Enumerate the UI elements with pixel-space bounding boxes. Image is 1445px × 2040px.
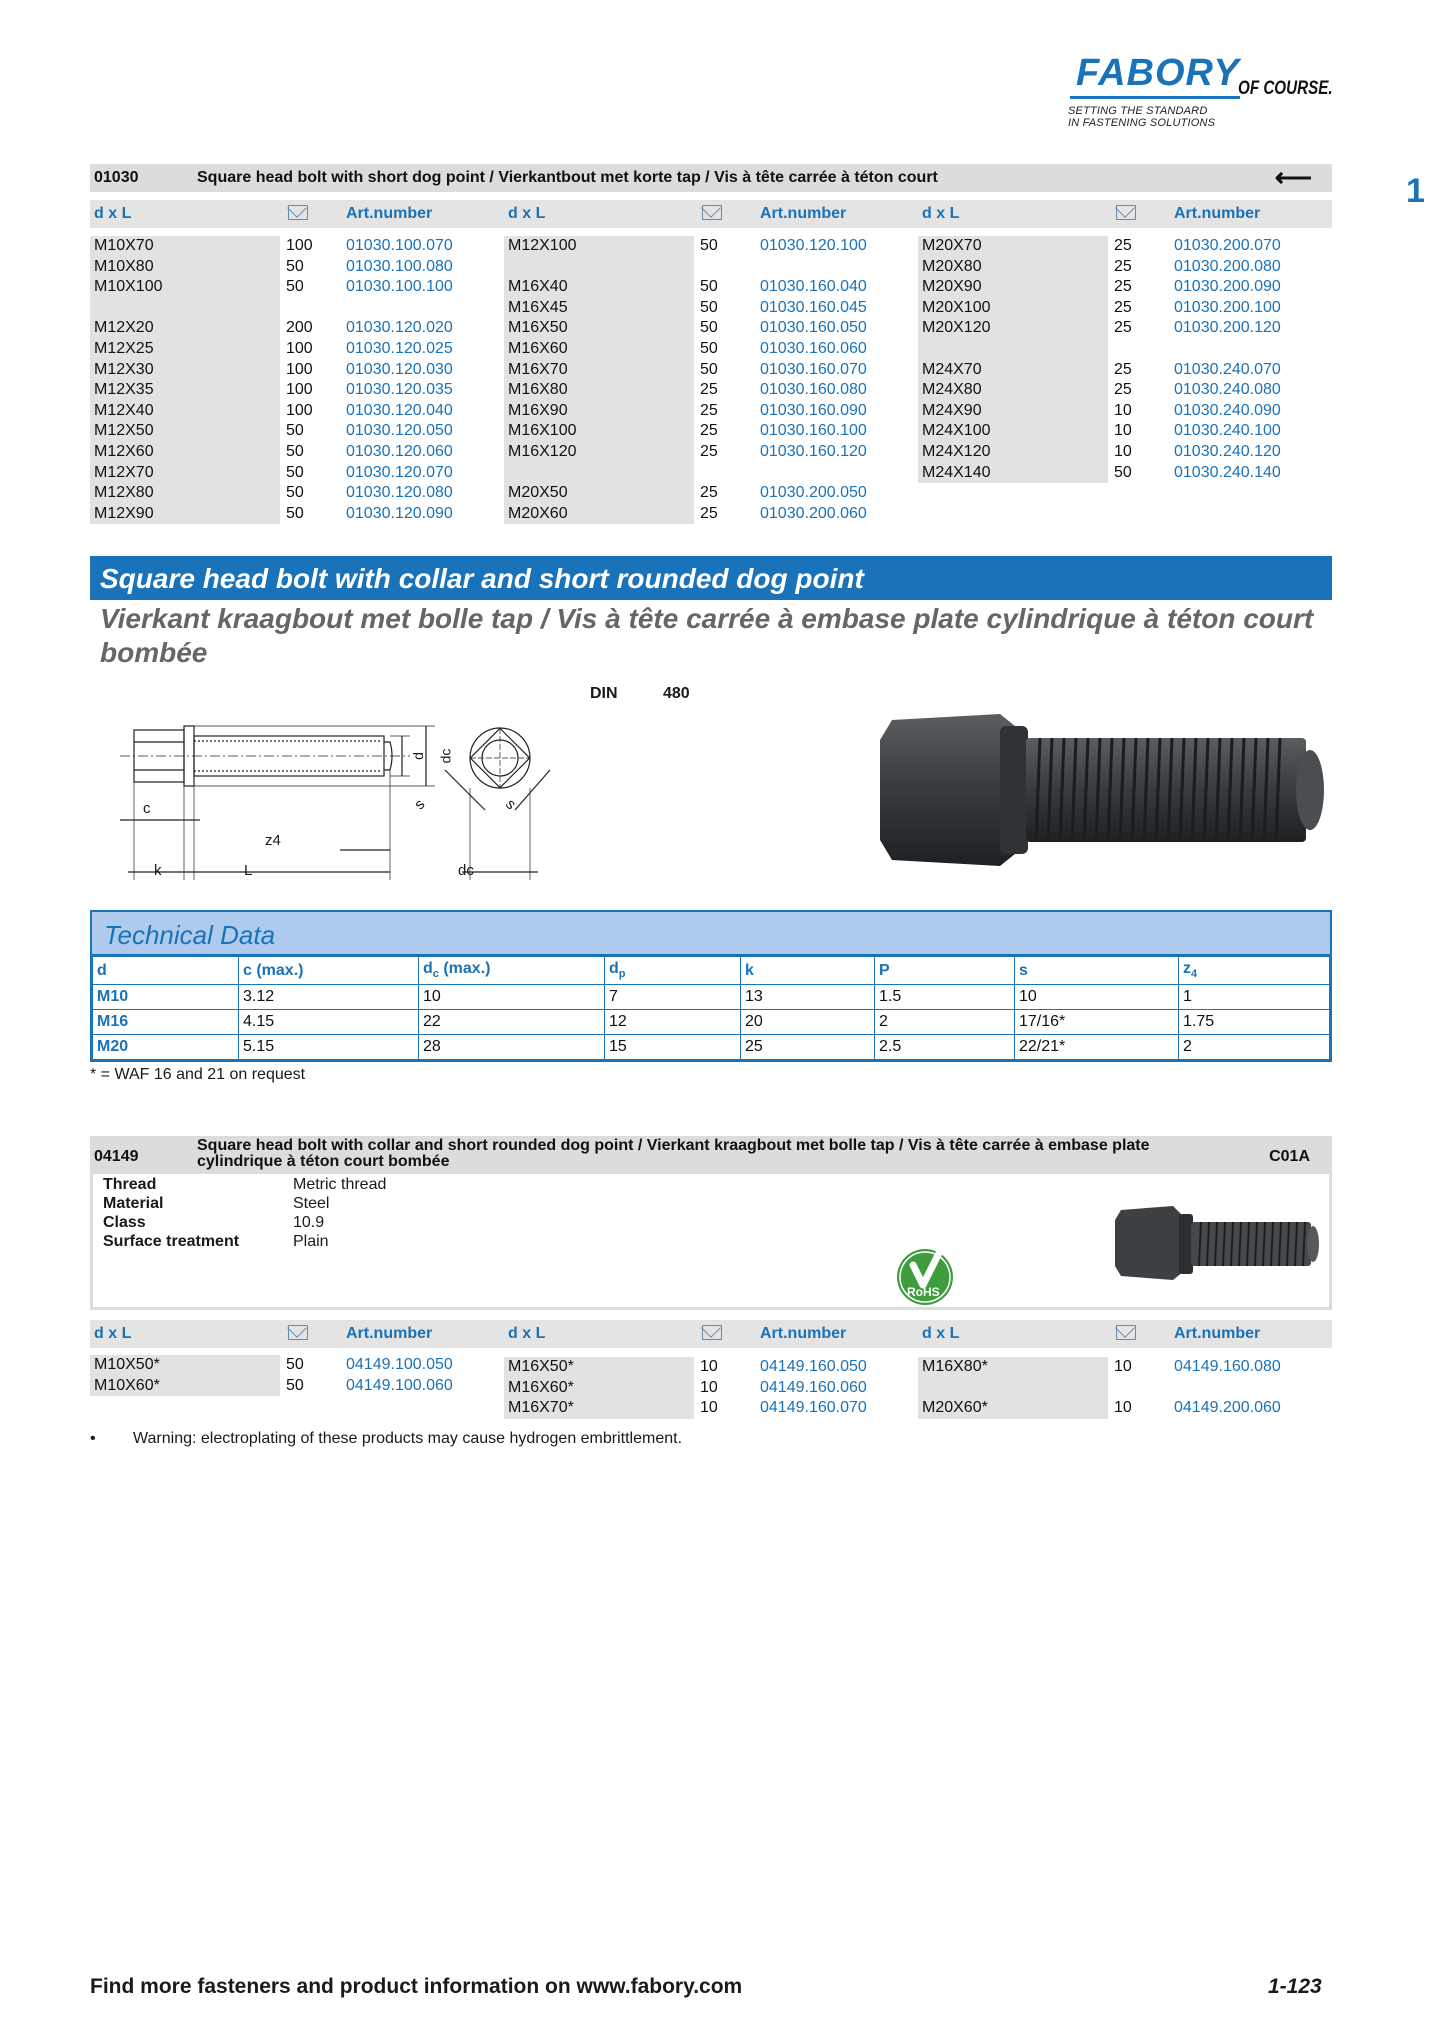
packaging-envelope-icon [288,1325,308,1340]
tech-cell: 2 [1179,1035,1330,1060]
logo-sub-line1: SETTING THE STANDARD [1068,105,1208,117]
pack-quantity: 25 [700,381,718,399]
product-code: 04149 [94,1148,139,1165]
article-number-link[interactable]: 01030.120.070 [346,463,453,481]
col-dxl-3: d x L [922,205,960,222]
tech-cell: 22/21* [1015,1035,1179,1060]
packaging-envelope-icon [702,1325,722,1340]
size-dxl: M20X90 [918,277,1108,298]
article-number-link[interactable]: 01030.200.080 [1174,257,1281,275]
din-value: 480 [663,685,690,702]
size-dxl: M20X60 [504,504,694,525]
article-number-link[interactable]: 01030.100.070 [346,237,453,254]
dim-label-c: c [143,800,151,817]
rohs-check-icon [893,1245,957,1309]
size-dxl: M20X120 [918,318,1108,339]
size-dxl: M16X80 [504,380,694,401]
pack-quantity: 25 [1114,237,1132,254]
technical-drawing [90,690,560,890]
article-number-link[interactable]: 01030.200.070 [1174,237,1281,254]
pack-quantity: 50 [286,504,304,522]
col-art-1: Art.number [346,1325,433,1342]
article-number-link[interactable]: 04149.160.050 [760,1358,867,1375]
technical-data-grid [92,956,1330,1060]
size-dxl: M16X50* [504,1357,694,1378]
column-header-row [90,200,1332,228]
tech-row [93,1035,1330,1060]
size-dxl: M16X90 [504,401,694,422]
tech-header-c: c (max.) [239,957,419,985]
article-number-link[interactable]: 01030.240.100 [1174,422,1281,440]
article-number-link[interactable]: 01030.120.090 [346,504,453,522]
pack-quantity: 25 [1114,360,1132,378]
size-dxl: M24X120 [918,442,1108,463]
packaging-envelope-icon [702,205,722,220]
pack-quantity: 50 [286,257,304,275]
page-number: 1-123 [1268,1975,1322,1998]
article-number-link[interactable]: 04149.160.060 [760,1378,867,1396]
article-number-link[interactable]: 01030.240.070 [1174,360,1281,378]
dim-label-s-right: s [502,795,520,814]
product-properties-box [90,1174,1332,1310]
size-dxl: M20X80 [918,257,1108,278]
size-dxl: M16X70* [504,1398,694,1419]
pack-quantity: 50 [700,319,718,337]
tech-cell: 4.15 [239,1010,419,1035]
pack-quantity: 10 [1114,401,1132,419]
pack-quantity: 10 [700,1399,718,1417]
article-number-link[interactable]: 01030.160.100 [760,422,867,440]
size-dxl: M16X100 [504,421,694,442]
size-dxl: M12X20 [90,318,280,339]
tech-cell: 10 [1015,985,1179,1010]
section-title: Square head bolt with collar and short rounded dog point [100,563,864,594]
size-dxl: M20X50 [504,483,694,504]
size-dxl: M16X40 [504,277,694,298]
article-number-link[interactable]: 01030.240.080 [1174,381,1281,399]
property-value: Metric thread [293,1176,387,1193]
size-dxl: M12X100 [504,236,694,257]
tech-header-d: d [93,957,239,985]
col-dxl-1: d x L [94,205,132,222]
property-key: Class [103,1214,146,1231]
tech-cell: 1.75 [1179,1010,1330,1035]
pack-quantity: 10 [1114,1358,1132,1375]
size-dxl: M16X50 [504,318,694,339]
tech-header-k: k [741,957,875,985]
article-number-link[interactable]: 01030.120.020 [346,319,453,337]
packaging-envelope-icon [288,205,308,220]
size-dxl [918,1378,1108,1399]
article-number-link[interactable]: 01030.200.100 [1174,298,1281,316]
col-art-2: Art.number [760,1325,847,1342]
size-dxl: M12X60 [90,442,280,463]
bolt-product-image [870,700,1330,875]
size-dxl: M24X90 [918,401,1108,422]
pack-quantity: 10 [700,1358,718,1375]
footnote: * = WAF 16 and 21 on request [90,1066,306,1083]
pack-quantity: 100 [286,339,313,357]
property-key: Material [103,1195,164,1212]
size-dxl: M12X80 [90,483,280,504]
size-dxl: M12X30 [90,360,280,381]
dim-label-s-left: s [411,795,429,814]
size-dxl: M20X70 [918,236,1108,257]
tech-cell: 1 [1179,985,1330,1010]
article-number-link[interactable]: 01030.120.060 [346,442,453,460]
size-dxl: M20X60* [918,1398,1108,1419]
article-number-link[interactable]: 01030.100.100 [346,278,453,296]
packaging-envelope-icon [1116,1325,1136,1340]
article-number-link[interactable]: 01030.160.040 [760,278,867,296]
article-number-link[interactable]: 01030.240.090 [1174,401,1281,419]
pack-quantity: 100 [286,360,313,378]
pack-quantity: 50 [700,278,718,296]
rohs-badge-icon [893,1245,957,1309]
size-dxl: M12X25 [90,339,280,360]
article-number-link[interactable]: 01030.120.100 [760,237,867,254]
tech-cell: 17/16* [1015,1010,1179,1035]
col-dxl-3: d x L [922,1325,960,1342]
din-label: DIN [590,685,618,702]
col-dxl-2: d x L [508,1325,546,1342]
pack-quantity: 10 [1114,1399,1132,1417]
footer-link-text[interactable]: Find more fasteners and product information on www.fabory.com [90,1975,743,1998]
article-number-link[interactable]: 01030.120.080 [346,484,453,502]
article-number-link[interactable]: 01030.120.030 [346,360,453,378]
pack-quantity: 100 [286,237,313,254]
packaging-envelope-icon [1116,205,1136,220]
property-value: Plain [293,1233,329,1250]
section-subtitle: Vierkant kraagbout met bolle tap / Vis à tête carrée à embase plate cylindrique à téton court bombée [100,603,1314,668]
dim-label-dc-bottom: dc [458,862,474,879]
size-dxl: M16X80* [918,1357,1108,1378]
logo-underline [1070,96,1240,99]
size-dxl: M10X60* [90,1376,280,1397]
product-title: Square head bolt with short dog point / Vierkantbout met korte tap / Vis à tête carrée à téton court [197,169,938,186]
article-number-link[interactable]: 01030.160.070 [760,360,867,378]
article-number-link[interactable]: 01030.100.080 [346,257,453,275]
technical-data-header [92,912,1330,956]
tech-cell: 28 [419,1035,605,1060]
size-dxl: M12X90 [90,504,280,525]
product-header-04149 [90,1136,1332,1174]
property-key: Surface treatment [103,1233,240,1250]
pack-quantity: 25 [700,442,718,460]
article-number-link[interactable]: 01030.160.045 [760,298,867,316]
size-dxl: M10X80 [90,257,280,278]
pack-quantity: 25 [700,504,718,522]
article-number-link[interactable]: 01030.240.140 [1174,463,1281,481]
property-value: Steel [293,1195,330,1212]
article-number-link[interactable]: 01030.160.050 [760,319,867,337]
pack-quantity: 10 [1114,422,1132,440]
logo-tagline: OF COURSE. [1238,78,1333,99]
tech-cell: 1.5 [875,985,1015,1010]
col-art-2: Art.number [760,205,847,222]
tech-header-s: s [1015,957,1179,985]
tech-row [93,1010,1330,1035]
pack-quantity: 50 [286,1376,304,1394]
size-dxl [504,463,694,484]
size-dxl: M16X60 [504,339,694,360]
tech-cell: 5.15 [239,1035,419,1060]
product-code: 01030 [94,169,139,186]
pack-quantity: 25 [1114,381,1132,399]
size-dxl: M12X50 [90,421,280,442]
back-arrow-icon[interactable]: ⟵ [1274,162,1312,192]
article-number-link[interactable]: 04149.100.060 [346,1376,453,1394]
size-dxl: M12X35 [90,380,280,401]
article-number-link[interactable]: 01030.160.090 [760,401,867,419]
size-dxl: M10X70 [90,236,280,257]
chapter-number: 1 [1406,172,1425,210]
technical-data-table [90,910,1332,1062]
pack-quantity: 25 [700,401,718,419]
article-number-link[interactable]: 01030.120.025 [346,339,453,357]
tech-header-dp: $d_p$ [605,957,741,985]
size-dxl: M24X140 [918,463,1108,484]
pack-quantity: 50 [286,484,304,502]
pack-quantity: 50 [286,1356,304,1373]
size-dxl: M10X100 [90,277,280,298]
tech-header-z4: $z_4$ [1179,957,1330,985]
section-title-bar [90,556,1332,600]
tech-cell: 2 [875,1010,1015,1035]
dim-label-d: d [409,752,426,760]
class-code: C01A [1269,1148,1310,1165]
rohs-label: RoHS [907,1285,940,1299]
pack-quantity: 50 [700,360,718,378]
tech-cell: 3.12 [239,985,419,1010]
size-dxl: M16X60* [504,1378,694,1399]
article-number-link[interactable]: 01030.200.090 [1174,278,1281,296]
article-number-link[interactable]: 01030.200.120 [1174,319,1281,337]
dim-label-dc: dc [437,748,454,764]
size-dxl: M16X70 [504,360,694,381]
size-dxl: M12X40 [90,401,280,422]
pack-quantity: 50 [700,298,718,316]
pack-quantity: 25 [1114,278,1132,296]
logo-word: FABORY [1076,52,1240,94]
pack-quantity: 25 [1114,319,1132,337]
size-dxl: M10X50* [90,1355,280,1376]
article-number-link[interactable]: 01030.120.040 [346,401,453,419]
technical-data-title: Technical Data [104,920,276,950]
fabory-logo [1060,52,1360,132]
size-dxl [918,339,1108,360]
article-number-link[interactable]: 01030.120.050 [346,422,453,440]
dim-label-z4: z4 [265,832,281,849]
tech-header-dc: $d_c$ (max.) [419,957,605,985]
pack-quantity: 100 [286,381,313,399]
tech-header-P: P [875,957,1015,985]
pack-quantity: 50 [1114,463,1132,481]
article-number-link[interactable]: 04149.160.070 [760,1399,867,1417]
article-number-link[interactable]: 01030.120.035 [346,381,453,399]
article-number-link[interactable]: 01030.200.050 [760,484,867,502]
tech-cell: M10 [93,985,239,1010]
pack-quantity: 25 [1114,298,1132,316]
warning-text: Warning: electroplating of these products may cause hydrogen embrittlement. [133,1430,683,1447]
tech-cell: 15 [605,1035,741,1060]
pack-quantity: 50 [286,422,304,440]
tech-cell: 22 [419,1010,605,1035]
article-number-link[interactable]: 01030.160.060 [760,339,867,357]
size-dxl [504,257,694,278]
property-value: 10.9 [293,1214,325,1231]
article-number-link[interactable]: 04149.160.080 [1174,1358,1281,1375]
col-art-3: Art.number [1174,205,1261,222]
pack-quantity: 50 [286,442,304,460]
article-number-link[interactable]: 04149.100.050 [346,1356,453,1373]
warning-bullet: • [90,1430,96,1447]
size-dxl: M24X80 [918,380,1108,401]
pack-quantity: 50 [700,237,718,254]
bolt-thumbnail-image [1113,1196,1323,1286]
size-dxl: M24X100 [918,421,1108,442]
pack-quantity: 25 [700,484,718,502]
pack-quantity: 200 [286,319,313,337]
dim-label-L: L [244,862,253,879]
pack-quantity: 25 [700,422,718,440]
col-dxl-1: d x L [94,1325,132,1342]
tech-cell: M16 [93,1010,239,1035]
pack-quantity: 50 [286,463,304,481]
tech-row [93,985,1330,1010]
tech-cell: 20 [741,1010,875,1035]
product-title: Square head bolt with collar and short rounded dog point / Vierkant kraagbout met bolle tap / Vis à tête carrée à embase plate cylindrique à téton court bombée [197,1137,1150,1170]
pack-quantity: 10 [1114,442,1132,460]
pack-quantity: 50 [700,339,718,357]
tech-cell: 25 [741,1035,875,1060]
pack-quantity: 100 [286,401,313,419]
col-art-1: Art.number [346,205,433,222]
pack-quantity: 25 [1114,257,1132,275]
size-dxl [90,298,280,319]
size-dxl: M24X70 [918,360,1108,381]
size-dxl: M12X70 [90,463,280,484]
dim-label-k: k [154,862,162,879]
tech-cell: 7 [605,985,741,1010]
article-number-link[interactable]: 01030.160.120 [760,442,867,460]
col-art-3: Art.number [1174,1325,1261,1342]
size-dxl: M16X45 [504,298,694,319]
tech-cell: 12 [605,1010,741,1035]
tech-cell: 2.5 [875,1035,1015,1060]
article-number-link[interactable]: 01030.240.120 [1174,442,1281,460]
pack-quantity: 50 [286,278,304,296]
article-number-link[interactable]: 01030.200.060 [760,504,867,522]
tech-header-row [93,957,1330,985]
pack-quantity: 10 [700,1378,718,1396]
logo-sub-line2: IN FASTENING SOLUTIONS [1068,117,1216,129]
col-dxl-2: d x L [508,205,546,222]
tech-cell: M20 [93,1035,239,1060]
tech-cell: 10 [419,985,605,1010]
article-number-link[interactable]: 04149.200.060 [1174,1399,1281,1417]
article-number-link[interactable]: 01030.160.080 [760,381,867,399]
size-dxl: M16X120 [504,442,694,463]
column-header-row [90,1320,1332,1348]
product-header-01030 [90,164,1332,192]
tech-cell: 13 [741,985,875,1010]
property-key: Thread [103,1176,157,1193]
size-dxl: M20X100 [918,298,1108,319]
